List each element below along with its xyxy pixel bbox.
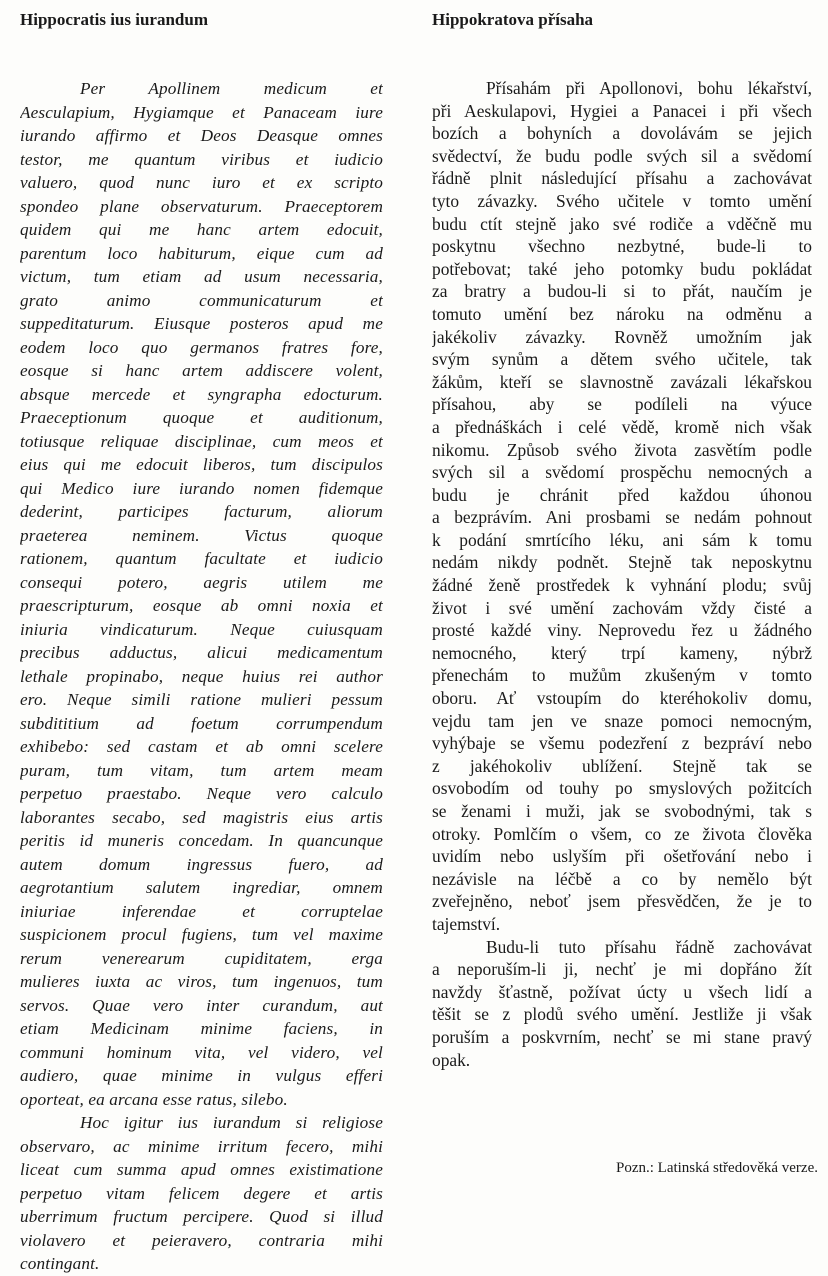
text-line: Budu-li tuto přísahu řádně zachovávat [486,936,812,957]
text-line: suspicionem procul fugiens, tum vel maxime [20,925,383,944]
text-line: prosté každé viny. Neprovedu řez u žádného [432,620,812,641]
text-line: spondeo plane observaturum. Praeceptorem [20,196,383,216]
footnote: Pozn.: Latinská středověká verze. [615,1160,818,1176]
text-line: žákům, kteří se slavnostně zavázali lékařskou [432,371,812,392]
text-line: aegrotantium salutem ingrediar, omnem [20,878,383,897]
text-line: qui Medico iure iurando nomen fidemque [20,478,383,498]
text-line: suppeditaturum. Eiusque posteros apud me [20,314,383,333]
text-line: testor, me quantum viribus et iudicio [20,149,383,169]
text-line: řádně plnit následující přísahu a zachovávat [432,168,812,189]
text-line: Praeceptionum quoque et auditionum, [20,408,383,427]
text-line: precibus adductus, alicui medicamentum [20,643,383,662]
text-line: eius qui me edocuit liberos, tum discipulos [20,455,383,474]
czech-title: Hippokratova přísaha [432,10,594,29]
text-line: potřebovat; také jeho potomky budu pokládat [432,258,812,279]
text-line: k podání smrtícího léku, ani sám k tomu [432,529,812,550]
text-line: rationem, quantum facultate et iudicio [20,549,383,568]
text-line: nedám nikdy podnět. Stejně tak neposkytnu [432,552,812,573]
text-line: violavero et peieravero, contraria mihi [20,1230,383,1250]
text-line: budu je chránit před každou úhonou [432,484,812,505]
text-line: z jakéhokoliv ublížení. Stejně tak se [432,755,812,776]
text-line: poruším a poskvrním, nechť se mi stane pravý [432,1026,812,1047]
text-line: oboru. Ať vstoupím do kteréhokoliv domu, [432,688,812,709]
text-line: autem domum ingressus fuero, ad [20,854,383,874]
text-line: eosque si hanc artem addiscere volent, [20,361,383,380]
text-line: žádné ženě prostředek k vyhnání plodu; svůj [432,575,812,596]
text-line: grato animo communicaturum et [20,290,383,310]
text-line: mulieres iuxta ac viros, tum ingenuos, tum [20,972,383,991]
text-line: a bezprávím. Ani prosbami se nedám pohnout [432,507,812,528]
text-line: observaro, ac minime irritum fecero, mihi [20,1136,383,1156]
text-line: jakékoliv závazky. Rovněž umožním jak [432,326,812,347]
text-line: bozích a bohyních a dovolávám se jejich [432,123,812,144]
text-line: contingant. [20,1254,100,1273]
text-line: praeterea neminem. Victus quoque [20,525,383,545]
text-line: lethale propinabo, neque huius rei author [20,666,383,686]
text-line: vyhýbaje se všemu podezření z bezpráví nebo [432,733,812,754]
text-line: rerum venerearum cupiditatem, erga [20,948,383,968]
text-line: přenechám to mužům zkušeným v tomto [432,665,812,686]
text-line: opak. [432,1049,471,1070]
text-line: a neporuším-li ji, nechť je mi dopřáno žít [432,959,812,980]
text-line: perpetuo praestabo. Neque vero calculo [20,784,383,803]
text-line: Aesculapium, Hygiamque et Panaceam iure [20,102,383,122]
text-line: praescripturum, eosque ab omni noxia et [20,596,383,615]
text-line: laborantes secabo, sed magistris eius artis [20,807,383,827]
text-line: uvidím nebo uslyším při ošetřování nebo i [432,846,812,867]
text-line: victum, tum etiam ad usum necessaria, [20,267,383,286]
text-line: vejdu tam jen ve snaze pomoci nemocným, [432,710,812,731]
text-line: parentum loco habiturum, eique cum ad [20,243,383,263]
text-line: svých sil a svědomí prospěchu nemocných a [432,462,812,483]
text-line: exhibebo: sed castam et ab omni scelere [20,737,383,756]
text-line: valuero, quod nunc iuro et ex scripto [20,173,383,192]
text-line: peritis id muneris concedam. In quancunque [20,831,383,850]
text-line: těšit se z plodů svého umění. Jestliže ji však [432,1004,812,1025]
text-line: poskytnu všechno nezbytné, bude-li to [432,236,812,257]
latin-text [20,77,383,1276]
text-line: iniuria vindicaturum. Neque cuiusquam [20,619,383,639]
text-line: iurando affirmo et Deos Deasque omnes [20,126,383,145]
text-line: navždy šťastně, požívat úcty u všech lidí a [432,981,812,1002]
text-line: tajemství. [432,913,501,934]
text-line: budu ctít stejně jako své rodiče a vděčně mu [432,213,812,234]
text-line: a přednáškách i celé vědě, kromě nich však [432,416,812,437]
text-line: quidem qui me hanc artem edocuit, [20,220,383,239]
text-line: uberrimum fructum percipere. Quod si illud [20,1207,383,1226]
text-line: Per Apollinem medicum et [80,79,383,98]
text-line: svědectví, že budu podle svých sil a svědomí [432,145,812,166]
text-line: servos. Quae vero inter curandum, aut [20,995,383,1015]
text-line: svým synům a dětem svého učitele, tak [432,349,812,370]
text-line: consequi potero, aegris utilem me [20,572,383,592]
text-line: nikomu. Způsob svého života zasvětím podle [432,439,812,460]
text-line: život i své umění zachovám vždy čisté a [432,597,812,618]
latin-title: Hippocratis ius iurandum [20,10,208,29]
text-line: communi hominum vita, vel videro, vel [20,1042,383,1062]
text-line: iniuriae inferendae et corruptelae [20,901,383,921]
text-line: liceat cum summa apud omnes existimatione [20,1160,383,1179]
text-line: eodem loco quo germanos fratres fore, [20,337,383,357]
text-line: za bratry a budou-li si to přát, naučím je [432,281,812,302]
text-line: při Aeskulapovi, Hygiei a Panacei i při všech [432,100,812,121]
text-line: Přísahám při Apollonovi, bohu lékařství, [486,78,812,98]
text-line: osvobodím od touhy po smyslových požitcích [432,778,812,799]
czech-text [432,77,812,1071]
text-line: nezávisle na léčbě a co by nemělo být [432,868,812,889]
text-line: ero. Neque simili ratione mulieri pessum [20,690,383,709]
text-line: zveřejněno, neboť jsem přesvědčen, že je to [432,891,812,912]
text-line: absque mercede et syngrapha edocturum. [20,384,383,404]
text-line: dederint, participes facturum, aliorum [20,502,383,521]
text-line: totiusque reliquae disciplinae, cum meos et [20,431,383,451]
text-line: tyto závazky. Svého učitele v tomto umění [432,190,812,211]
text-line: přísahou, aby se podíleli na výuce [432,394,812,415]
text-line: otroky. Pomlčím o všem, co ze života člověka [432,823,812,844]
text-line: etiam Medicinam minime faciens, in [20,1019,383,1038]
text-line: nemocného, který trpí kameny, nýbrž [432,642,812,663]
text-line: Hoc igitur ius iurandum si religiose [80,1113,383,1132]
text-line: tomuto umění bez nároku na odměnu a [432,303,812,324]
text-line: oporteat, ea arcana esse ratus, silebo. [20,1089,288,1109]
text-line: subdititium ad foetum corrumpendum [20,713,383,733]
text-line: audiero, quae minime in vulgus efferi [20,1066,383,1085]
text-line: se ženami i muži, jak se svobodnými, tak s [432,801,812,821]
text-line: perpetuo vitam felicem degere et artis [20,1183,383,1203]
text-line: puram, tum vitam, tum artem meam [20,760,383,780]
